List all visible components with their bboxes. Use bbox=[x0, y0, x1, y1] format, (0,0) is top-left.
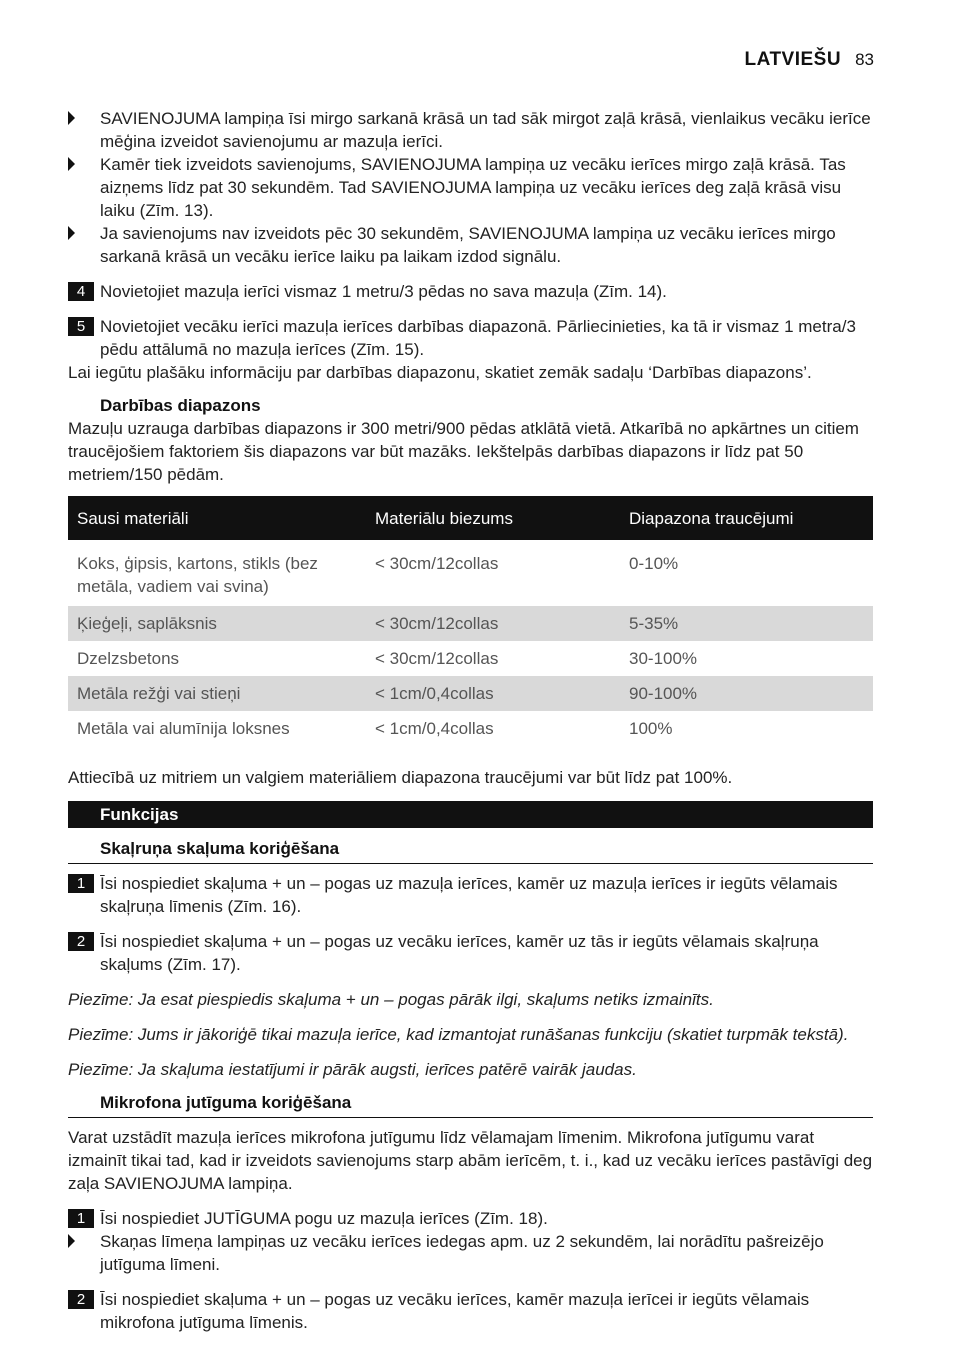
bullet-item: Kamēr tiek izveidots savienojums, SAVIENOJUMA lampiņa uz vecāku ierīces mirgo zaļā krāsā. Tas aizņems līdz pat 30 sekundēm. Tad SAVIENOJUMA lampiņa uz vecāku ierīces deg zaļā krāsā visu laiku (Zīm. 13). bbox=[68, 153, 873, 222]
step-number: 4 bbox=[68, 282, 94, 301]
column-header: Sausi materiāli bbox=[68, 496, 366, 540]
table-row: Dzelzsbetons < 30cm/12collas 30-100% bbox=[77, 649, 698, 668]
mic-step-2: 2 Īsi nospiediet skaļuma + un – pogas uz vecāku ierīces, kamēr mazuļa ierīcei ir iegūts vēlamais mikrofona jutīguma līmenis. bbox=[68, 1288, 873, 1334]
step-number: 5 bbox=[68, 317, 94, 336]
table-header-row bbox=[68, 496, 873, 540]
table-row: Koks, ģipsis, kartons, stikls (bez metāla, vadiem vai svina) < 30cm/12collas 0-10% bbox=[77, 554, 679, 596]
mic-intro: Varat uzstādīt mazuļa ierīces mikrofona jutīgumu līdz vēlamajam līmenim. Mikrofona jutīgumu varat izmainīt tikai tad, kad ir izveidots savienojums starp abām ierīcēm, t. i., kad uz vecāku ierīces pastāvīgi deg zaļa SAVIENOJUMA lampiņa. bbox=[68, 1128, 873, 1193]
note: Piezīme: Jums ir jākoriģē tikai mazuļa ierīce, kad izmantojat runāšanas funkciju (skatiet turpmāk tekstā). bbox=[68, 1025, 849, 1044]
bullet-arrow-icon bbox=[68, 1234, 75, 1248]
step-number: 1 bbox=[68, 874, 94, 893]
volume-step-1: 1 Īsi nospiediet skaļuma + un – pogas uz mazuļa ierīces, kamēr uz mazuļa ierīces ir iegūts vēlamais skaļruņa līmenis (Zīm. 16). bbox=[68, 872, 873, 918]
range-table bbox=[68, 496, 873, 746]
bullet-item: Skaņas līmeņa lampiņas uz vecāku ierīces iedegas apm. uz 2 sekundēm, lai norādītu pašreizējo jutīguma līmeni. bbox=[68, 1230, 873, 1276]
table-row: Ķieģeļi, saplāksnis < 30cm/12collas 5-35% bbox=[68, 606, 873, 641]
range-heading: Darbības diapazons bbox=[100, 396, 261, 415]
bullet-arrow-icon bbox=[68, 226, 75, 240]
step-number: 2 bbox=[68, 1290, 94, 1309]
more-info-text: Lai iegūtu plašāku informāciju par darbības diapazonu, skatiet zemāk sadaļu ‘Darbības diapazons’. bbox=[68, 363, 812, 382]
range-intro: Mazuļu uzrauga darbības diapazons ir 300 metri/900 pēdas atklātā vietā. Atkarībā no apkārtnes un citiem traucējošiem faktoriem šis diapazons var būt mazāks. Iekštelpās darbības diapazons ir līdz pat 50 metriem/150 pēdām. bbox=[68, 419, 859, 484]
language-label: LATVIEŠU bbox=[744, 49, 842, 70]
note: Piezīme: Ja skaļuma iestatījumi ir pārāk augsti, ierīces patērē vairāk jaudas. bbox=[68, 1060, 637, 1079]
step-4: 4 Novietojiet mazuļa ierīci vismaz 1 metru/3 pēdas no sava mazuļa (Zīm. 14). bbox=[68, 280, 873, 303]
column-header: Materiālu biezums bbox=[366, 496, 620, 540]
bullet-item: SAVIENOJUMA lampiņa īsi mirgo sarkanā krāsā un tad sāk mirgot zaļā krāsā, vienlaikus vecāku ierīce mēģina izveidot savienojumu ar mazuļa ierīci. bbox=[68, 107, 873, 153]
wet-materials-note: Attiecībā uz mitriem un valgiem materiāliem diapazona traucējumi var būt līdz pat 100%. bbox=[68, 768, 733, 787]
bullet-arrow-icon bbox=[68, 111, 75, 125]
step-5: 5 Novietojiet vecāku ierīci mazuļa ierīces darbības diapazonā. Pārliecinieties, ka tā ir vismaz 1 metra/3 pēdu attālumā no mazuļa ierīces (Zīm. 15). bbox=[68, 315, 873, 361]
step-number: 1 bbox=[68, 1209, 94, 1228]
step-number: 2 bbox=[68, 932, 94, 951]
table-row: Metāla režģi vai stieņi < 1cm/0,4collas 90-100% bbox=[68, 676, 873, 711]
volume-step-2: 2 Īsi nospiediet skaļuma + un – pogas uz vecāku ierīces, kamēr uz tās ir iegūts vēlamais skaļruņa skaļums (Zīm. 17). bbox=[68, 930, 873, 976]
table-row: Metāla vai alumīnija loksnes < 1cm/0,4collas 100% bbox=[77, 719, 673, 738]
page-content bbox=[68, 107, 873, 1334]
mic-heading: Mikrofona jutīguma koriģēšana bbox=[68, 1091, 873, 1118]
functions-section-bar: Funkcijas bbox=[68, 801, 873, 828]
note: Piezīme: Ja esat piespiedis skaļuma + un – pogas pārāk ilgi, skaļums netiks izmainīts. bbox=[68, 990, 714, 1009]
bullet-arrow-icon bbox=[68, 157, 75, 171]
bullet-item: Ja savienojums nav izveidots pēc 30 sekundēm, SAVIENOJUMA lampiņa uz vecāku ierīces mirgo sarkanā krāsā un vecāku ierīce laiku pa laikam izdod signālu. bbox=[68, 222, 873, 268]
page-number: 83 bbox=[855, 50, 874, 69]
page-header bbox=[745, 48, 874, 71]
column-header: Diapazona traucējumi bbox=[620, 496, 873, 540]
volume-heading: Skaļruņa skaļuma koriģēšana bbox=[68, 837, 873, 864]
mic-step-1: 1 Īsi nospiediet JUTĪGUMA pogu uz mazuļa ierīces (Zīm. 18). bbox=[68, 1207, 873, 1230]
